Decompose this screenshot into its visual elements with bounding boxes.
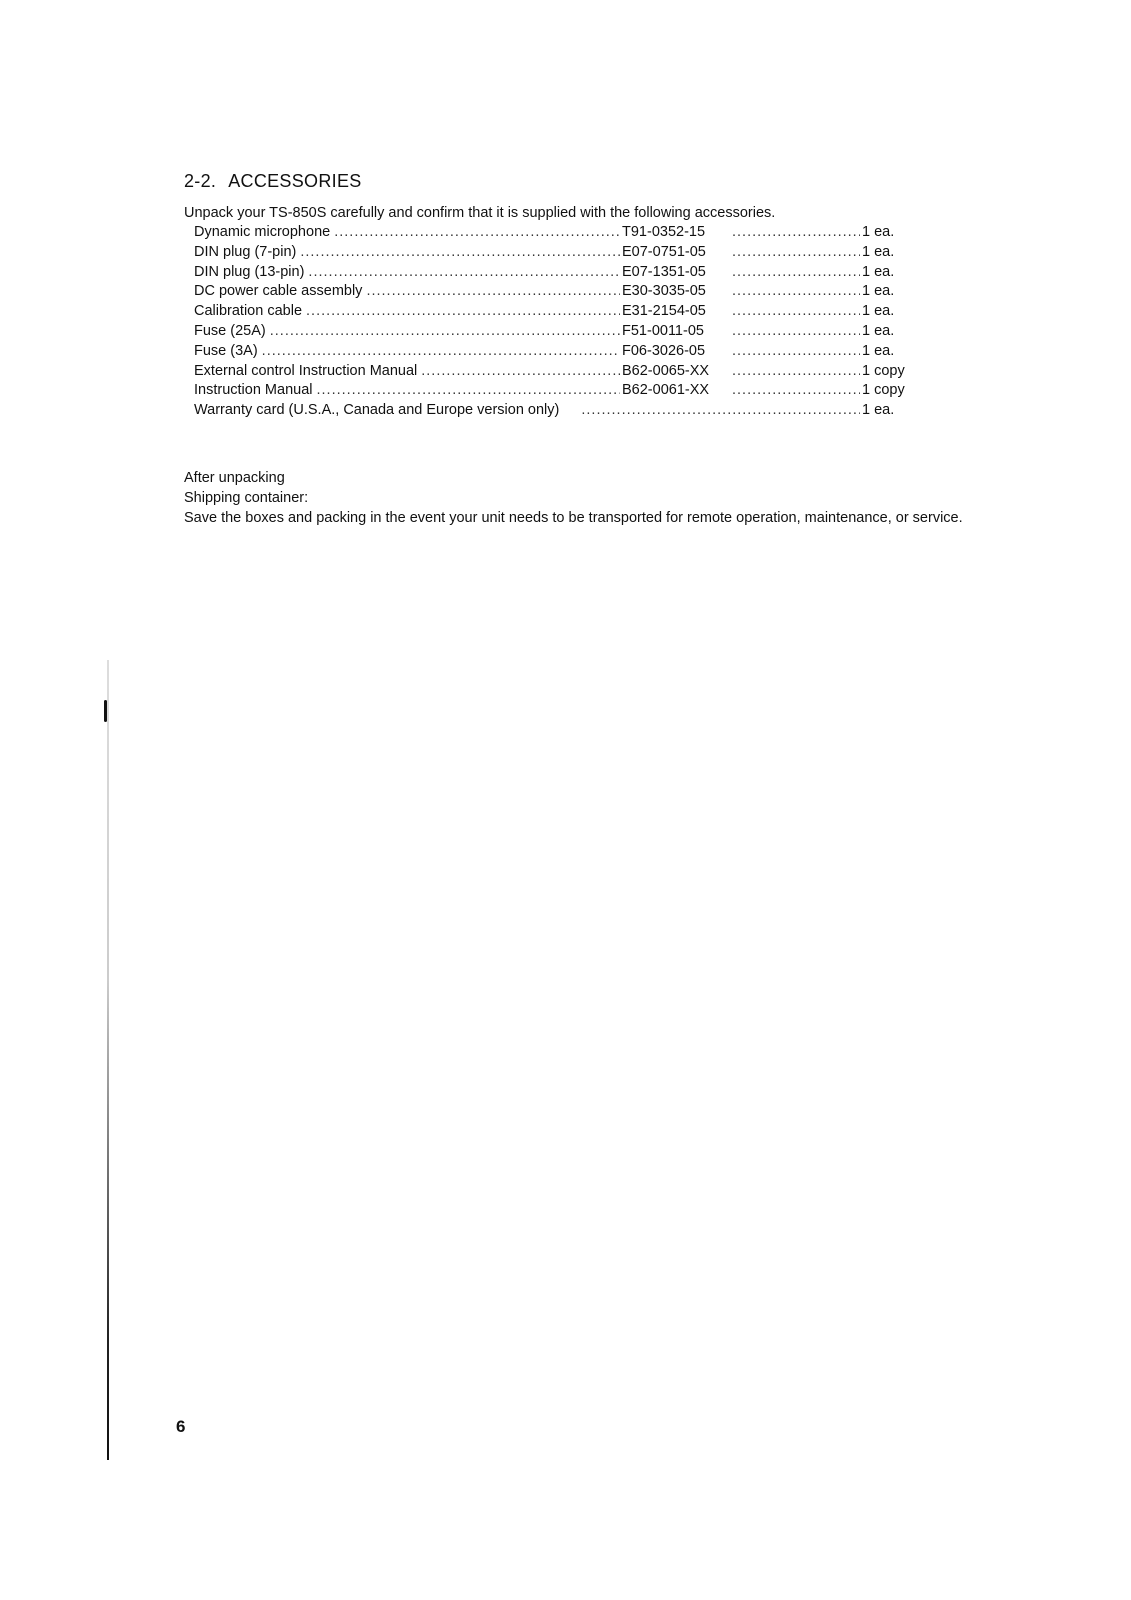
accessory-part-number: F51-0011-05 [622, 322, 704, 339]
accessory-part-number: E07-0751-05 [622, 243, 706, 260]
accessory-name: Fuse (25A) [194, 322, 266, 339]
accessory-part-number: E31-2154-05 [622, 303, 706, 320]
dot-leader [732, 323, 860, 339]
section-title: ACCESSORIES [228, 171, 362, 191]
dot-leader [308, 264, 620, 280]
accessory-name: Warranty card (U.S.A., Canada and Europe version only) [194, 402, 560, 419]
list-item [194, 224, 914, 244]
list-item [194, 343, 914, 363]
shipping-container-text: Save the boxes and packing in the event your unit needs to be transported for remote operation, maintenance, or service. [184, 510, 963, 526]
dot-leader [316, 382, 620, 398]
accessory-quantity: 1 ea. [862, 402, 895, 419]
accessory-name: Instruction Manual [194, 382, 313, 399]
list-item [194, 283, 914, 303]
dot-leader [732, 363, 860, 379]
list-item [194, 363, 914, 383]
accessory-part-number: T91-0352-15 [622, 224, 706, 240]
accessory-name: Dynamic microphone [194, 224, 331, 240]
after-unpacking-heading: After unpacking [184, 470, 285, 486]
accessory-quantity: 1 copy [862, 382, 905, 399]
dot-leader [334, 224, 620, 240]
accessory-part-number: B62-0065-XX [622, 362, 710, 379]
section-heading [184, 171, 362, 192]
accessory-name: DIN plug (7-pin) [194, 243, 297, 260]
accessory-part-number: E30-3035-05 [622, 283, 706, 300]
list-item [194, 264, 914, 284]
dot-leader [421, 363, 620, 379]
dot-leader [262, 343, 620, 359]
dot-leader [300, 244, 620, 260]
accessory-quantity: 1 ea. [862, 342, 895, 359]
dot-leader [732, 264, 860, 280]
binding-edge-mark [107, 660, 109, 1460]
accessory-part-number: E07-1351-05 [622, 263, 706, 280]
accessory-quantity: 1 ea. [862, 283, 895, 300]
binding-tick-mark [104, 700, 107, 722]
dot-leader [732, 303, 860, 319]
accessory-quantity: 1 ea. [862, 224, 895, 240]
accessory-quantity: 1 copy [862, 362, 905, 379]
list-item [194, 303, 914, 323]
dot-leader [732, 382, 860, 398]
list-item [194, 382, 914, 402]
accessories-list [194, 224, 914, 422]
dot-leader [732, 343, 860, 359]
page-number: 6 [176, 1417, 186, 1436]
accessory-name: External control Instruction Manual [194, 362, 418, 379]
dot-leader [732, 244, 860, 260]
list-item [194, 244, 914, 264]
dot-leader [306, 303, 620, 319]
dot-leader [270, 323, 620, 339]
accessory-quantity: 1 ea. [862, 303, 895, 320]
accessory-part-number: B62-0061-XX [622, 382, 710, 399]
accessory-name: Calibration cable [194, 303, 303, 320]
shipping-container-subheading: Shipping container: [184, 490, 309, 506]
accessory-part-number: F06-3026-05 [622, 342, 706, 359]
dot-leader [732, 283, 860, 299]
accessory-name: DC power cable assembly [194, 283, 363, 300]
after-unpacking-section [184, 468, 1024, 528]
list-item [194, 402, 914, 422]
accessory-quantity: 1 ea. [862, 263, 895, 280]
accessory-quantity: 1 ea. [862, 243, 895, 260]
accessory-name: Fuse (3A) [194, 342, 258, 359]
dot-leader [732, 224, 860, 240]
accessory-name: DIN plug (13-pin) [194, 263, 305, 280]
list-item [194, 323, 914, 343]
accessory-quantity: 1 ea. [862, 322, 895, 339]
dot-leader [581, 402, 860, 418]
intro-paragraph: Unpack your TS-850S carefully and confirm that it is supplied with the following accessories. [184, 205, 776, 221]
section-number: 2-2. [184, 171, 217, 191]
dot-leader [366, 283, 620, 299]
